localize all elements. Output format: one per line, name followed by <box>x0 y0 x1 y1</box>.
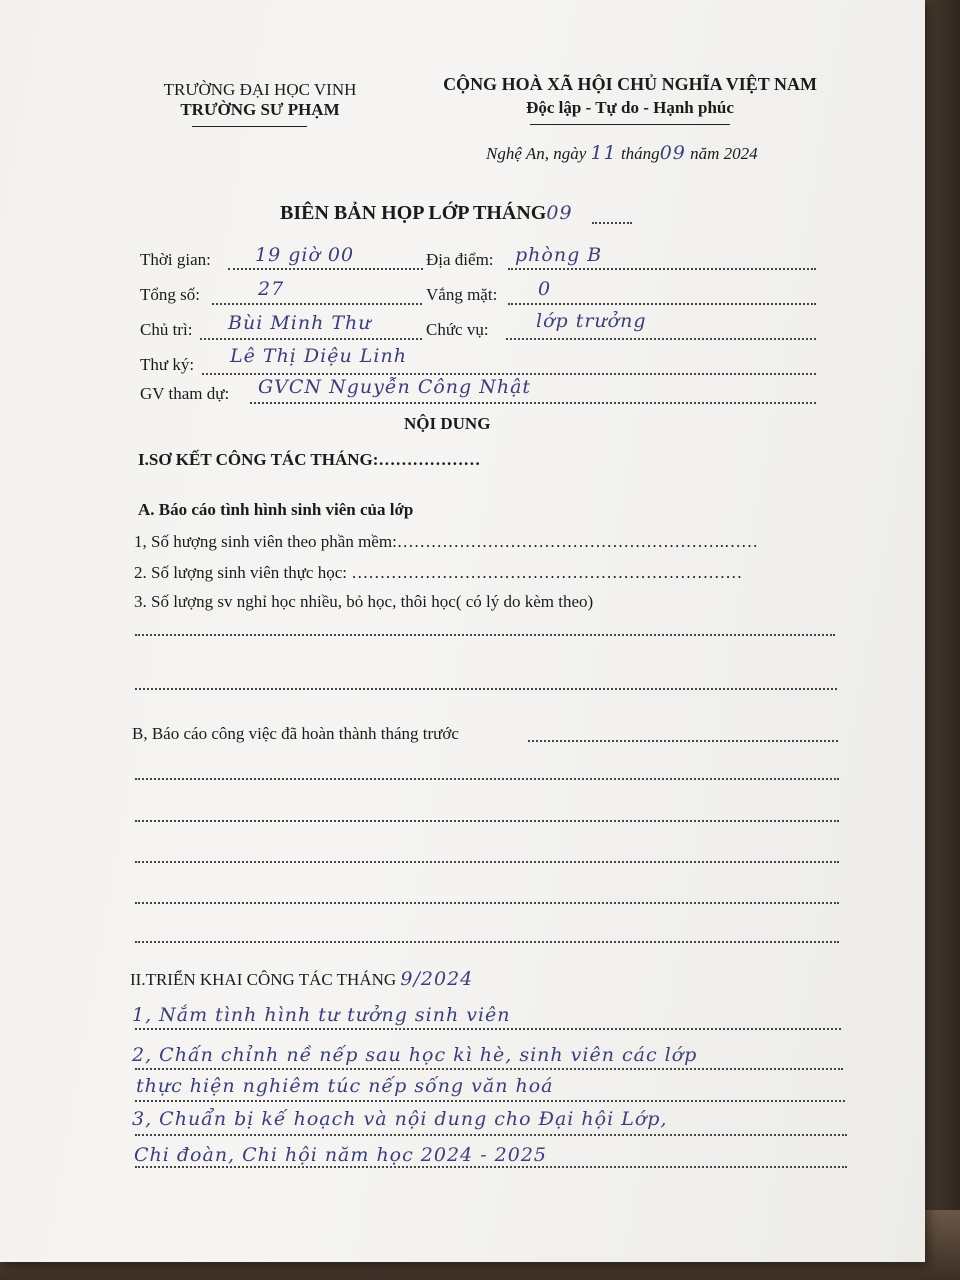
time-dots <box>228 268 423 270</box>
national-motto: Độc lập - Tự do - Hạnh phúc <box>526 98 734 117</box>
chair-label: Chủ trì: <box>140 320 193 339</box>
date-month-label: tháng <box>620 144 660 163</box>
school-name: TRƯỜNG ĐẠI HỌC VINH <box>163 80 357 99</box>
chair-value: Bùi Minh Thư <box>228 312 372 334</box>
plan-line-4: 3, Chuẩn bị kế hoạch và nội dung cho Đại hội Lớp, <box>132 1108 668 1130</box>
item3-line-2 <box>135 688 837 690</box>
time-label: Thời gian: <box>140 250 211 269</box>
teacher-value: GVCN Nguyễn Công Nhật <box>258 376 532 398</box>
section1-item1: 1, Số hượng sinh viên theo phần mềm:………………………………………………….…… <box>134 532 759 551</box>
total-value: 27 <box>258 278 285 300</box>
secretary-value: Lê Thị Diệu Linh <box>230 345 407 367</box>
date-day: 11 <box>590 142 617 164</box>
chair-dots <box>200 338 422 340</box>
subB-line-4 <box>135 902 839 904</box>
plan-line-5: Chi đoàn, Chi hội năm học 2024 - 2025 <box>134 1144 548 1166</box>
absent-value: 0 <box>538 278 552 300</box>
subB-line-1 <box>135 778 839 780</box>
subB-line-3 <box>135 861 839 863</box>
date-year: năm 2024 <box>690 144 758 163</box>
total-dots <box>212 303 422 305</box>
section1-subB: B, Báo cáo công việc đã hoàn thành tháng trước <box>132 724 459 743</box>
absent-dots <box>508 303 816 305</box>
teacher-label: GV tham dự: <box>140 384 230 403</box>
total-label: Tổng số: <box>140 285 200 304</box>
date-prefix: Nghệ An, ngày <box>486 144 587 163</box>
title-month-dots <box>592 222 632 224</box>
position-dots <box>506 338 816 340</box>
place-value: phòng B <box>515 244 603 266</box>
place-label: Địa điểm: <box>426 250 494 269</box>
position-label: Chức vụ: <box>426 320 489 339</box>
plan-dots-1 <box>135 1028 841 1030</box>
national-title: CỘNG HOÀ XÃ HỘI CHỦ NGHĨA VIỆT NAM <box>443 74 817 94</box>
section2-heading <box>130 968 473 990</box>
content-heading: NỘI DUNG <box>404 414 491 433</box>
title-month: 09 <box>546 202 573 224</box>
plan-dots-4 <box>135 1134 847 1136</box>
date-month: 09 <box>659 142 686 164</box>
place-dots <box>508 268 816 270</box>
section1-item3: 3. Số lượng sv nghỉ học nhiều, bỏ học, thôi học( có lý do kèm theo) <box>134 592 594 611</box>
date-line <box>486 142 758 164</box>
plan-dots-2 <box>135 1068 843 1070</box>
subB-line-5 <box>135 941 839 943</box>
teacher-dots <box>250 402 816 404</box>
subB-line-2 <box>135 820 839 822</box>
subB-dots <box>528 740 838 742</box>
faculty-name: TRƯỜNG SƯ PHẠM <box>180 100 340 119</box>
section2-heading-value: 9/2024 <box>400 968 474 990</box>
secretary-label: Thư ký: <box>140 355 195 374</box>
section2-heading-text: II.TRIỂN KHAI CÔNG TÁC THÁNG <box>130 970 397 989</box>
secretary-dots <box>202 373 816 375</box>
plan-line-2: 2, Chấn chỉnh nề nếp sau học kì hè, sinh viên các lớp <box>132 1044 698 1066</box>
plan-dots-3 <box>135 1100 845 1102</box>
item3-line-1 <box>135 634 835 636</box>
section1-heading: I.SƠ KẾT CÔNG TÁC THÁNG:……………… <box>138 450 481 469</box>
document-title <box>280 202 573 225</box>
section1-subA: A. Báo cáo tình hình sinh viên của lớp <box>138 500 414 519</box>
title-text: BIÊN BẢN HỌP LỚP THÁNG <box>280 202 547 224</box>
absent-label: Vắng mặt: <box>426 285 498 304</box>
motto-underline <box>530 124 730 125</box>
position-value: lớp trưởng <box>536 310 647 332</box>
plan-line-1: 1, Nắm tình hình tư tưởng sinh viên <box>132 1004 511 1026</box>
plan-dots-5 <box>135 1166 847 1168</box>
section1-item2: 2. Số lượng sinh viên thực học: …………………………………………………………… <box>134 563 743 582</box>
time-value: 19 giờ 00 <box>255 244 355 266</box>
plan-line-3: thực hiện nghiêm túc nếp sống văn hoá <box>136 1075 554 1097</box>
faculty-underline <box>192 126 307 127</box>
